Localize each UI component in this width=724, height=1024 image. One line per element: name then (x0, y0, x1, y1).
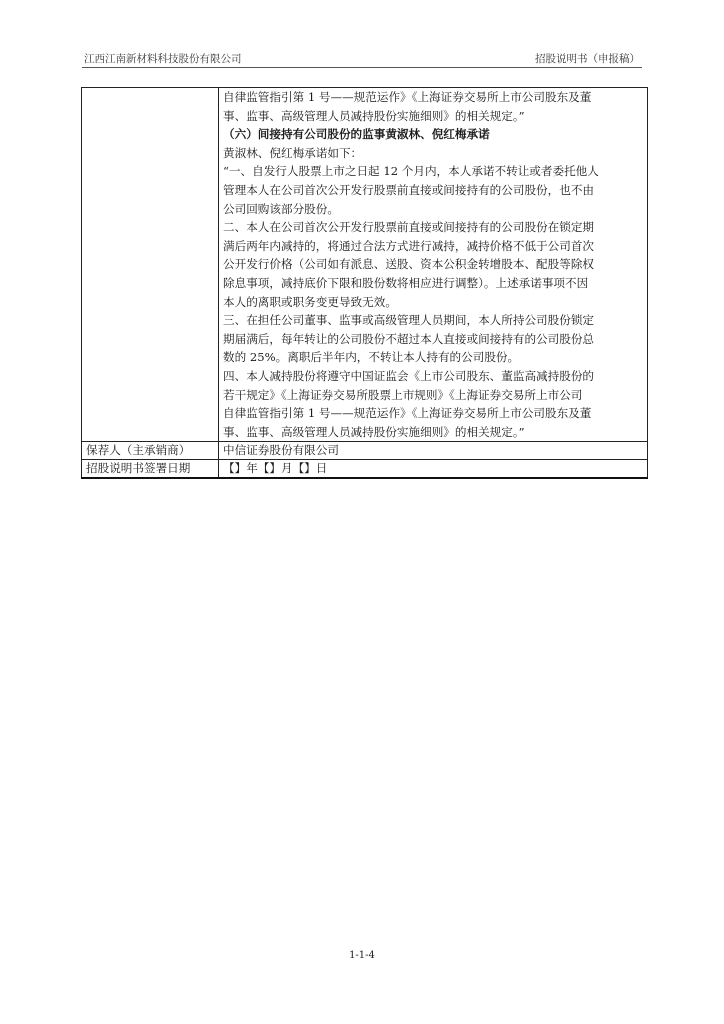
page-header (82, 51, 642, 67)
page-number: 1-1-4 (349, 950, 375, 961)
commitment-text-cell (219, 88, 648, 442)
sponsor-label: 保荐人（主承销商） (86, 443, 191, 458)
document-title: 招股说明书（申报稿） (535, 53, 640, 65)
text-line: 公司回购该部分股份。 (223, 201, 339, 216)
sign-date-label-cell (82, 460, 219, 479)
text-line: 三、在担任公司董事、监事或高级管理人员期间，本人所持公司股份锁定 (223, 313, 595, 328)
sponsor-row (82, 442, 648, 460)
commitment-row (82, 88, 648, 442)
header-rule (82, 67, 642, 68)
commitment-label-cell (82, 88, 219, 442)
text-line: “一、自发行人股票上市之日起 12 个月内，本人承诺不转让或者委托他人 (223, 164, 599, 179)
text-line: 四、本人减持股份将遵守中国证监会《上市公司股东、董监高减持股份的 (223, 368, 595, 383)
text-line: 管理本人在公司首次公开发行股票前直接或间接持有的公司股份，也不由 (223, 182, 595, 197)
text-line: 事、监事、高级管理人员减持股份实施细则》的相关规定。” (223, 108, 525, 123)
text-line: 数的 25%。离职后半年内，不转让本人持有的公司股份。 (223, 350, 520, 365)
text-line: 黄淑林、倪红梅承诺如下： (223, 145, 363, 160)
sponsor-value: 中信证券股份有限公司 (223, 443, 339, 458)
sponsor-value-cell (219, 442, 648, 460)
text-line: 公开发行价格（公司如有派息、送股、资本公积金转增股本、配股等除权 (223, 257, 595, 272)
sponsor-label-cell (82, 442, 219, 460)
section-heading: （六）间接持有公司股份的监事黄淑林、倪红梅承诺 (223, 127, 490, 142)
sign-date-value-cell (219, 460, 648, 479)
company-name: 江西江南新材料科技股份有限公司 (84, 53, 242, 65)
text-line: 事、监事、高级管理人员减持股份实施细则》的相关规定。” (223, 424, 525, 439)
text-line: 除息事项，减持底价下限和股份数将相应进行调整）。上述承诺事项不因 (223, 275, 589, 290)
sign-date-label: 招股说明书签署日期 (86, 461, 191, 476)
text-line: 期届满后，每年转让的公司股份不超过本人直接或间接持有的公司股份总 (223, 331, 595, 346)
text-line: 本人的离职或职务变更导致无效。 (223, 294, 397, 309)
text-line: 满后两年内减持的，将通过合法方式进行减持，减持价格不低于公司首次 (223, 238, 595, 253)
prospectus-table (81, 87, 648, 479)
sign-date-row (82, 460, 648, 479)
text-line: 二、本人在公司首次公开发行股票前直接或间接持有的公司股份在锁定期 (223, 220, 595, 235)
text-line: 若干规定》《上海证券交易所股票上市规则》《上海证券交易所上市公司 (223, 387, 583, 402)
sign-date-value: 【】年【】月【】日 (223, 461, 328, 476)
text-line: 自律监管指引第 1 号——规范运作》《上海证券交易所上市公司股东及董 (223, 90, 592, 104)
text-line: 自律监管指引第 1 号——规范运作》《上海证券交易所上市公司股东及董 (223, 406, 592, 421)
